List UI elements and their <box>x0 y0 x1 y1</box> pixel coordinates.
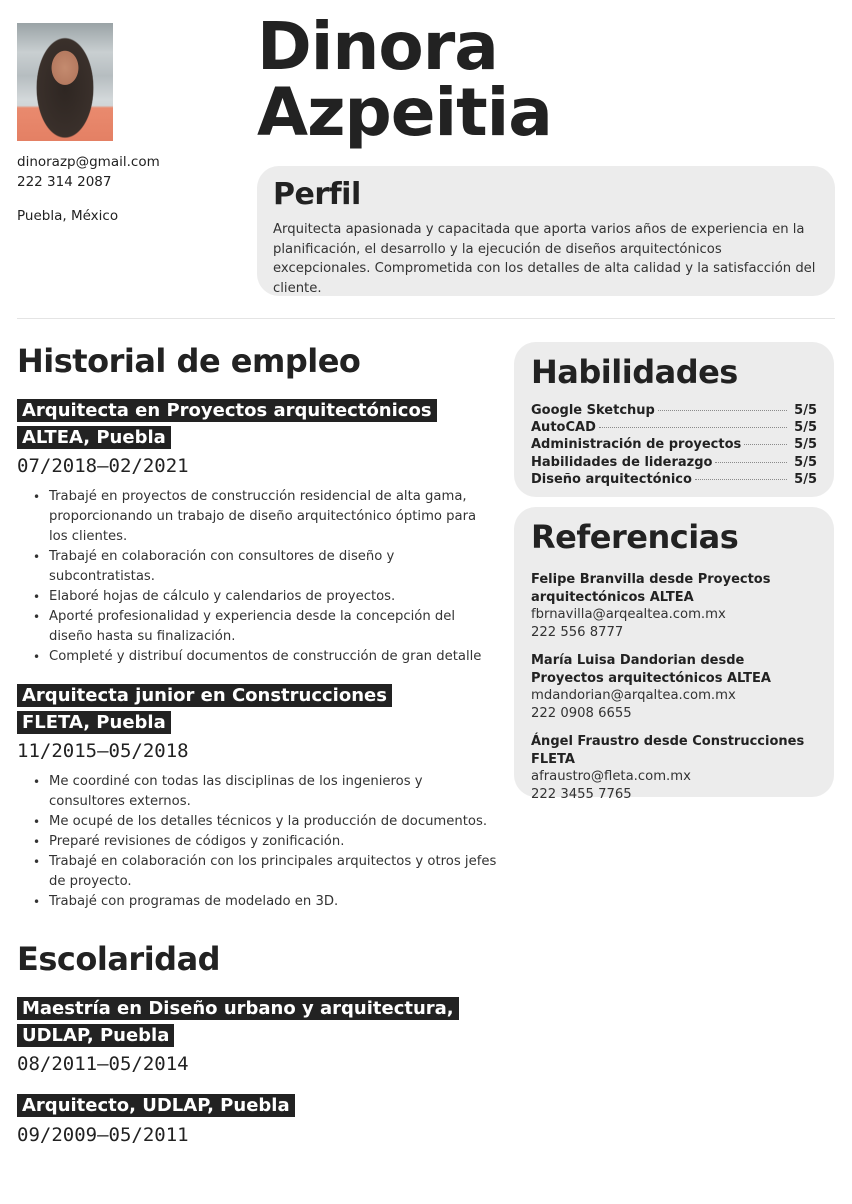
last-name: Azpeitia <box>257 74 552 151</box>
education-title: Escolaridad <box>17 940 221 978</box>
reference-name: Ángel Fraustro desde Construcciones FLETA <box>531 734 805 767</box>
bullet-item: • Trabajé en colaboración con los principales arquitectos y otros jefes de proyecto. <box>49 852 497 892</box>
section-divider <box>17 318 835 319</box>
bullet-item: • Completé y distribuí documentos de construcción de gran detalle <box>49 647 497 667</box>
bullet-item: • Trabajé con programas de modelado en 3D. <box>49 892 497 912</box>
reference-phone: 222 556 8777 <box>531 624 624 640</box>
employment-title: Historial de empleo <box>17 342 361 380</box>
degree-title: Arquitecto, UDLAP, Puebla <box>17 1094 295 1117</box>
skill-name: AutoCAD <box>531 420 596 436</box>
job-bullets <box>17 487 497 667</box>
bullet-item: • Aporté profesionalidad y experiencia desde la concepción del diseño hasta su finalización. <box>49 607 497 647</box>
reference-name: María Luisa Dandorian desde Proyectos arquitectónicos ALTEA <box>531 653 771 686</box>
dotted-leader <box>744 444 787 445</box>
phone-number: 222 314 2087 <box>17 174 112 190</box>
dotted-leader <box>658 410 787 411</box>
reference-entry <box>531 571 817 641</box>
skills-title: Habilidades <box>531 353 738 391</box>
education-dates: 09/2009—05/2011 <box>17 1123 189 1146</box>
reference-entry <box>531 733 817 803</box>
skill-rating: 5/5 <box>794 437 817 453</box>
reference-phone: 222 3455 7765 <box>531 786 632 802</box>
job-entry <box>17 398 497 667</box>
reference-email[interactable]: mdandorian@arqaltea.com.mx <box>531 688 736 703</box>
profile-photo <box>17 23 113 141</box>
skill-row <box>531 402 817 419</box>
education-entry <box>17 1093 497 1148</box>
bullet-item: • Me coordiné con todas las disciplinas de los ingenieros y consultores externos. <box>49 772 497 812</box>
skill-name: Google Sketchup <box>531 403 655 418</box>
skill-row <box>531 419 817 436</box>
candidate-name <box>257 8 552 151</box>
bullet-item: • Elaboré hojas de cálculo y calendarios de proyectos. <box>49 587 497 607</box>
reference-phone: 222 0908 6655 <box>531 705 632 721</box>
main-column <box>17 338 497 1148</box>
education-dates: 08/2011—05/2014 <box>17 1053 189 1075</box>
skills-list <box>531 402 817 488</box>
profile-panel <box>257 166 835 296</box>
job-bullets <box>17 772 497 912</box>
degree-title: Maestría en Diseño urbano y arquitectura, UDLAP, Puebla <box>17 997 459 1047</box>
skill-row <box>531 436 817 453</box>
skills-panel <box>514 342 834 497</box>
reference-email[interactable]: afraustro@fleta.com.mx <box>531 769 691 784</box>
job-title: Arquitecta en Proyectos arquitectónicos ALTEA, Puebla <box>17 399 437 449</box>
job-title: Arquitecta junior en Construcciones FLETA, Puebla <box>17 684 392 734</box>
profile-title: Perfil <box>273 177 361 212</box>
bullet-item: • Trabajé en proyectos de construcción residencial de alta gama, proporcionando un trabajo de diseño arquitectónico óptimo para los clientes. <box>49 487 497 547</box>
education-entry <box>17 996 497 1077</box>
reference-entry <box>531 652 817 722</box>
reference-email[interactable]: fbrnavilla@arqealtea.com.mx <box>531 607 726 622</box>
skill-name: Diseño arquitectónico <box>531 471 692 487</box>
profile-text: Arquitecta apasionada y capacitada que aporta varios años de experiencia en la planificación, el desarrollo y la ejecución de diseños arquitectónicos excepcionales. Comprometida con los detalles de alta calidad y la satisfacción del cliente. <box>273 222 816 296</box>
bullet-item: • Trabajé en colaboración con consultores de diseño y subcontratistas. <box>49 547 497 587</box>
skill-name: Habilidades de liderazgo <box>531 454 713 470</box>
dotted-leader <box>599 427 787 428</box>
dotted-leader <box>715 462 787 463</box>
references-panel <box>514 507 834 802</box>
job-dates: 07/2018—02/2021 <box>17 455 189 477</box>
skill-rating: 5/5 <box>794 403 817 418</box>
skill-rating: 5/5 <box>794 471 817 487</box>
job-dates: 11/2015—05/2018 <box>17 740 189 762</box>
skill-name: Administración de proyectos <box>531 437 742 453</box>
skill-row <box>531 471 817 488</box>
bullet-item: • Me ocupé de los detalles técnicos y la producción de documentos. <box>49 812 497 832</box>
skill-rating: 5/5 <box>794 420 817 436</box>
references-title: Referencias <box>531 518 739 556</box>
email-link[interactable]: dinorazp@gmail.com <box>17 154 160 170</box>
dotted-leader <box>695 479 787 480</box>
contact-info <box>17 152 160 226</box>
first-name: Dinora <box>257 8 498 85</box>
skill-rating: 5/5 <box>794 454 817 470</box>
references-list <box>531 571 817 803</box>
reference-name: Felipe Branvilla desde Proyectos arquitectónicos ALTEA <box>531 572 771 605</box>
job-entry <box>17 683 497 912</box>
skill-row <box>531 454 817 471</box>
bullet-item: • Preparé revisiones de códigos y zonificación. <box>49 832 497 852</box>
location: Puebla, México <box>17 208 119 224</box>
